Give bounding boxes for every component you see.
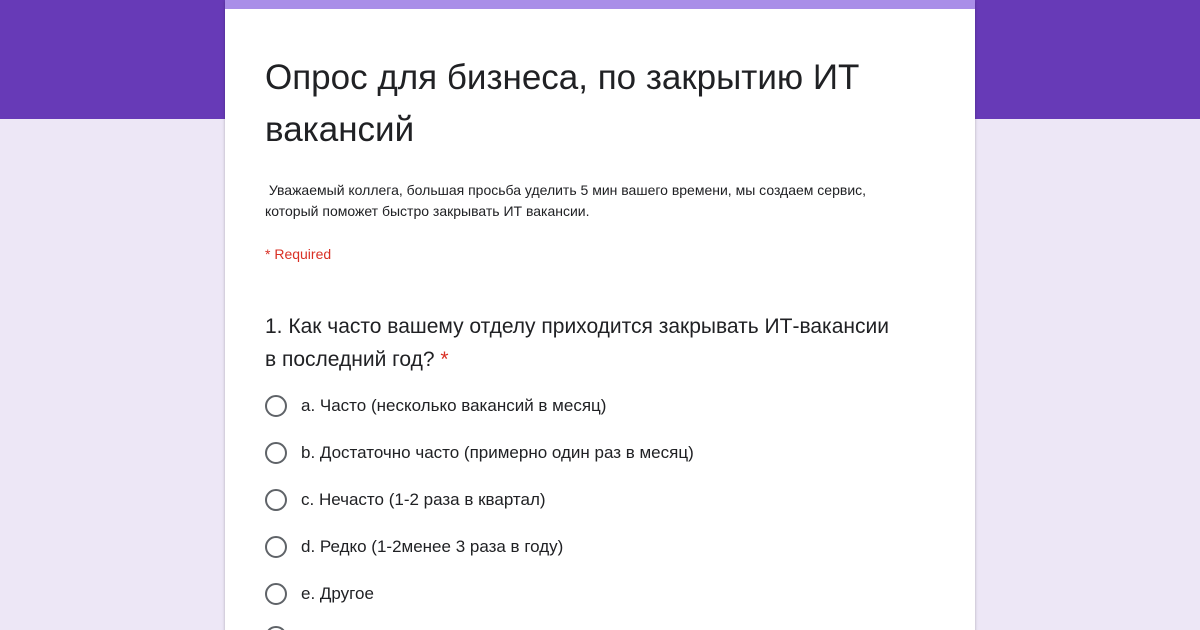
- option-label: b. Достаточно часто (примерно один раз в месяц): [301, 442, 694, 462]
- options-list: [265, 382, 945, 617]
- option-c[interactable]: [265, 476, 945, 523]
- option-a[interactable]: [265, 382, 945, 429]
- required-note: * Required: [265, 246, 332, 262]
- question-title: [265, 310, 905, 376]
- form-description: Уважаемый коллега, большая просьба уделить 5 мин вашего времени, мы создаем сервис, который поможет быстро закрывать ИТ вакансии.: [265, 182, 867, 219]
- option-label: d. Редко (1-2менее 3 раза в году): [301, 536, 564, 556]
- option-d[interactable]: [265, 523, 945, 570]
- radio-button[interactable]: [265, 395, 287, 417]
- radio-button[interactable]: [265, 583, 287, 605]
- radio-button-partial[interactable]: [265, 626, 287, 630]
- form-card: [225, 0, 975, 630]
- radio-button[interactable]: [265, 442, 287, 464]
- option-label: a. Часто (несколько вакансий в месяц): [301, 395, 607, 415]
- form-title: Опрос для бизнеса, по закрытию ИТ вакансий: [265, 58, 860, 149]
- option-b[interactable]: [265, 429, 945, 476]
- radio-button[interactable]: [265, 536, 287, 558]
- question-text: 1. Как часто вашему отделу приходится закрывать ИТ-вакансии в последний год?: [265, 315, 889, 371]
- option-label: c. Нечасто (1-2 раза в квартал): [301, 489, 546, 509]
- card-accent-bar: [225, 0, 975, 9]
- option-e[interactable]: [265, 570, 945, 617]
- option-label: e. Другое: [301, 583, 374, 603]
- radio-button[interactable]: [265, 489, 287, 511]
- required-star: *: [440, 348, 449, 371]
